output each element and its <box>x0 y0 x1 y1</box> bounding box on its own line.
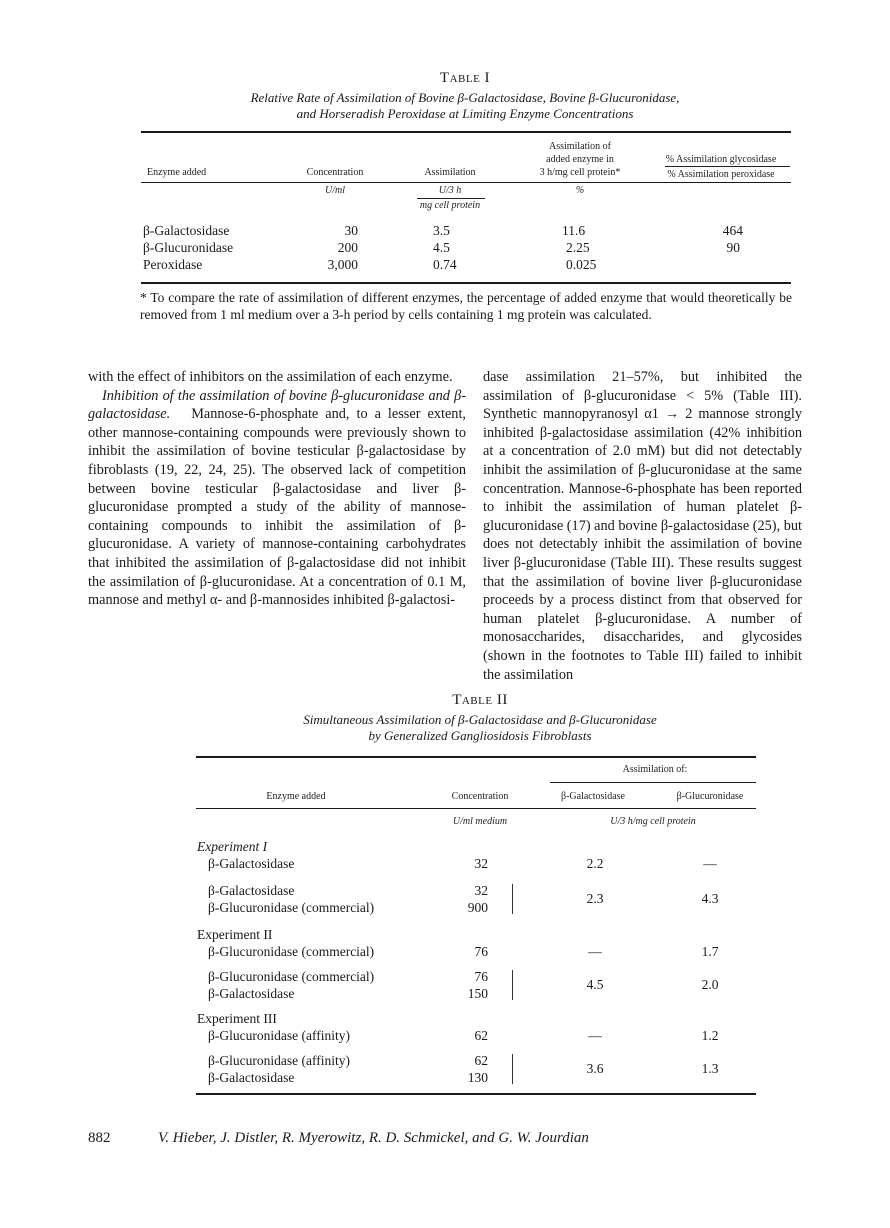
experiment-title: Experiment III <box>197 1011 277 1026</box>
bracket-line <box>512 1054 513 1084</box>
table2-cell-concentration: 76 <box>474 944 488 959</box>
table2-cell-concentration: 900 <box>467 900 488 915</box>
experiment-title: Experiment II <box>197 927 273 942</box>
table1-cell-ratio: 464 <box>722 223 743 238</box>
body-left-column <box>88 368 466 610</box>
table2-cell-enzyme: β-Galactosidase <box>208 986 295 1001</box>
table1-cell-enzyme: β-Galactosidase <box>143 223 230 238</box>
page-number: 882 <box>88 1130 111 1146</box>
table1-label: Table I <box>439 70 491 86</box>
table2-cell-gal: — <box>588 1028 602 1043</box>
table2-header-glucuronidase: β-Glucuronidase <box>676 791 744 802</box>
table2-caption-line2: by Generalized Gangliosidosis Fibroblasts <box>368 728 592 743</box>
table2-header-enzyme: Enzyme added <box>266 791 326 802</box>
paragraph: dase assimilation 21–57%, but inhibited the assimilation of β-glucuronidase < 5% (Table III). Synthetic mannopyranosyl α1 → 2 mannose strongly inhibited β-galactosidase assimilation (42% inhibition at a concentration of 2.0 mM) but did not detectably inhibit the assimilation of β-glucuronidase at the same concentration. Mannose-6-phosphate has been reported to inhibit the assimilation of human platelet β-glucuronidase (17) and bovine β-galactosidase (25), but does not detectably inhibit the assimilation of bovine liver β-glucuronidase (Table III). These results suggest that the assimilation of bovine liver β-glucuronidase proceeds by a process distinct from that observed for human platelet β-glucuronidase. A number of monosaccharides, disaccharides, and glycosides (shown in the footnotes to Table III) failed to inhibit the assimilation <box>483 369 802 683</box>
table2-group-rule <box>550 782 756 783</box>
table1-header-ratio-denominator: % Assimilation peroxidase <box>667 169 775 180</box>
table2-label: Table II <box>452 692 508 708</box>
body-right-column <box>483 368 802 684</box>
table1-cell-assimilation: 0.74 <box>433 257 457 272</box>
table1-cell-ratio: 90 <box>726 240 740 255</box>
table2-cell-glu: 1.2 <box>701 1028 719 1043</box>
table1-header-rule <box>141 182 791 183</box>
table2-cell-enzyme: β-Glucuronidase (affinity) <box>208 1028 350 1043</box>
table1-unit-pct: % <box>575 185 585 196</box>
table2-header-rule <box>196 808 756 809</box>
table1-cell-enzyme: Peroxidase <box>143 257 203 272</box>
bracket-line <box>512 884 513 914</box>
table1-cell-enzyme: β-Glucuronidase <box>143 240 234 255</box>
table2-top-rule <box>196 756 756 758</box>
table2-cell-gal: 2.3 <box>586 891 604 906</box>
table2-cell-enzyme: β-Glucuronidase (commercial) <box>208 944 375 959</box>
table1-unit-concentration: U/ml <box>325 185 345 196</box>
table1-header-assimilation: Assimilation <box>424 167 476 178</box>
table1-cell-concentration: 30 <box>344 223 358 238</box>
table2-header-concentration: Concentration <box>451 791 509 802</box>
table2-unit-concentration: U/ml medium <box>452 816 508 827</box>
table1-caption-line1: Relative Rate of Assimilation of Bovine β-Galactosidase, Bovine β-Glucuronidase, <box>250 90 680 105</box>
table1-cell-assimilation: 3.5 <box>433 223 450 238</box>
table1-cell-concentration: 3,000 <box>327 257 358 272</box>
table1-caption-line2: and Horseradish Peroxidase at Limiting Enzyme Concentrations <box>296 106 634 121</box>
table1-cell-concentration: 200 <box>337 240 358 255</box>
table2-cell-enzyme: β-Galactosidase <box>208 1070 295 1085</box>
table1-cell-assimilation: 4.5 <box>433 240 450 255</box>
table2-cell-enzyme: β-Glucuronidase (commercial) <box>208 969 375 984</box>
table1-header-pct-line2: added enzyme in <box>546 154 614 165</box>
table1-unit-assimilation-denominator: mg cell protein <box>419 200 481 211</box>
table1-cell-pct: 11.6 <box>562 223 586 238</box>
paragraph <box>88 387 466 610</box>
table2-cell-concentration: 62 <box>474 1053 488 1068</box>
table2-cell-glu: 1.3 <box>701 1061 719 1076</box>
table2-cell-enzyme: β-Galactosidase <box>208 883 295 898</box>
table1-bottom-rule <box>141 282 791 284</box>
table2-caption-line1: Simultaneous Assimilation of β-Galactosidase and β-Glucuronidase <box>303 712 657 727</box>
table1-header-concentration: Concentration <box>306 167 364 178</box>
table2-cell-gal: 4.5 <box>586 977 604 992</box>
table2-cell-gal: 3.6 <box>586 1061 604 1076</box>
table1-header-pct-line3: 3 h/mg cell protein* <box>539 167 621 178</box>
table1-footnote: * To compare the rate of assimilation of different enzymes, the percentage of added enzyme that would theoretically be removed from 1 ml medium over a 3-h period by cells containing 1 mg protein was calculated. <box>140 290 792 322</box>
table2-cell-enzyme: β-Glucuronidase (affinity) <box>208 1053 350 1068</box>
table2-cell-enzyme: β-Galactosidase <box>208 856 295 871</box>
table2-cell-concentration: 76 <box>474 969 488 984</box>
table2-cell-gal: — <box>588 944 602 959</box>
table1-cell-pct: 2.25 <box>566 240 590 255</box>
table2-cell-gal: 2.2 <box>586 856 604 871</box>
section-heading: Inhibition of the assimilation of bovine β-glucuronidase and β-galactosidase. <box>88 387 466 423</box>
paragraph-text: Mannose-6-phosphate and, to a lesser extent, other mannose-containing compounds were previously shown to inhibit the assimilation of bovine testicular β-galactosidase by fibroblasts (19, 22, 24, 25). The observed lack of competition between bovine testicular β-galactosidase and liver β-glucuronidase prompted a study of the ability of mannose-containing compounds to inhibit the assimilation of β-glucuronidase. A variety of mannose-containing carbohydrates that inhibited the assimilation of β-galactosidase did not inhibit the assimilation of β-glucuronidase. At a concentration of 0.1 M, mannose and methyl α- and β-mannosides inhibited β-galactosi- <box>88 406 466 609</box>
table2-cell-glu: 2.0 <box>701 977 719 992</box>
table2-header-galactosidase: β-Galactosidase <box>561 791 625 802</box>
table2-cell-glu: 4.3 <box>701 891 719 906</box>
table1-header-ratio-numerator: % Assimilation glycosidase <box>665 154 777 165</box>
table1-top-rule <box>141 131 791 133</box>
table2-bottom-rule <box>196 1093 756 1095</box>
paragraph: with the effect of inhibitors on the assimilation of each enzyme. <box>88 369 453 385</box>
author-list: V. Hieber, J. Distler, R. Myerowitz, R. D. Schmickel, and G. W. Jourdian <box>158 1130 589 1146</box>
table2-unit-assimilation: U/3 h/mg cell protein <box>610 816 696 827</box>
table1-header-enzyme: Enzyme added <box>147 167 207 178</box>
table2-cell-enzyme: β-Glucuronidase (commercial) <box>208 900 375 915</box>
table2-cell-glu: — <box>703 856 717 871</box>
table1-cell-pct: 0.025 <box>566 257 597 272</box>
table2-cell-concentration: 130 <box>467 1070 488 1085</box>
table2-cell-glu: 1.7 <box>701 944 719 959</box>
experiment-title: Experiment I <box>197 839 268 854</box>
table1-header-pct-line1: Assimilation of <box>549 141 611 152</box>
table2-cell-concentration: 32 <box>474 856 488 871</box>
table1-unit-assimilation-numerator: U/3 h <box>438 185 462 196</box>
table1-ratio-fraction-line <box>665 166 790 167</box>
table2-header-assimilation-group: Assimilation of: <box>622 764 688 775</box>
table2-cell-concentration: 62 <box>474 1028 488 1043</box>
bracket-line <box>512 970 513 1000</box>
table2-cell-concentration: 32 <box>474 883 488 898</box>
table2-cell-concentration: 150 <box>467 986 488 1001</box>
